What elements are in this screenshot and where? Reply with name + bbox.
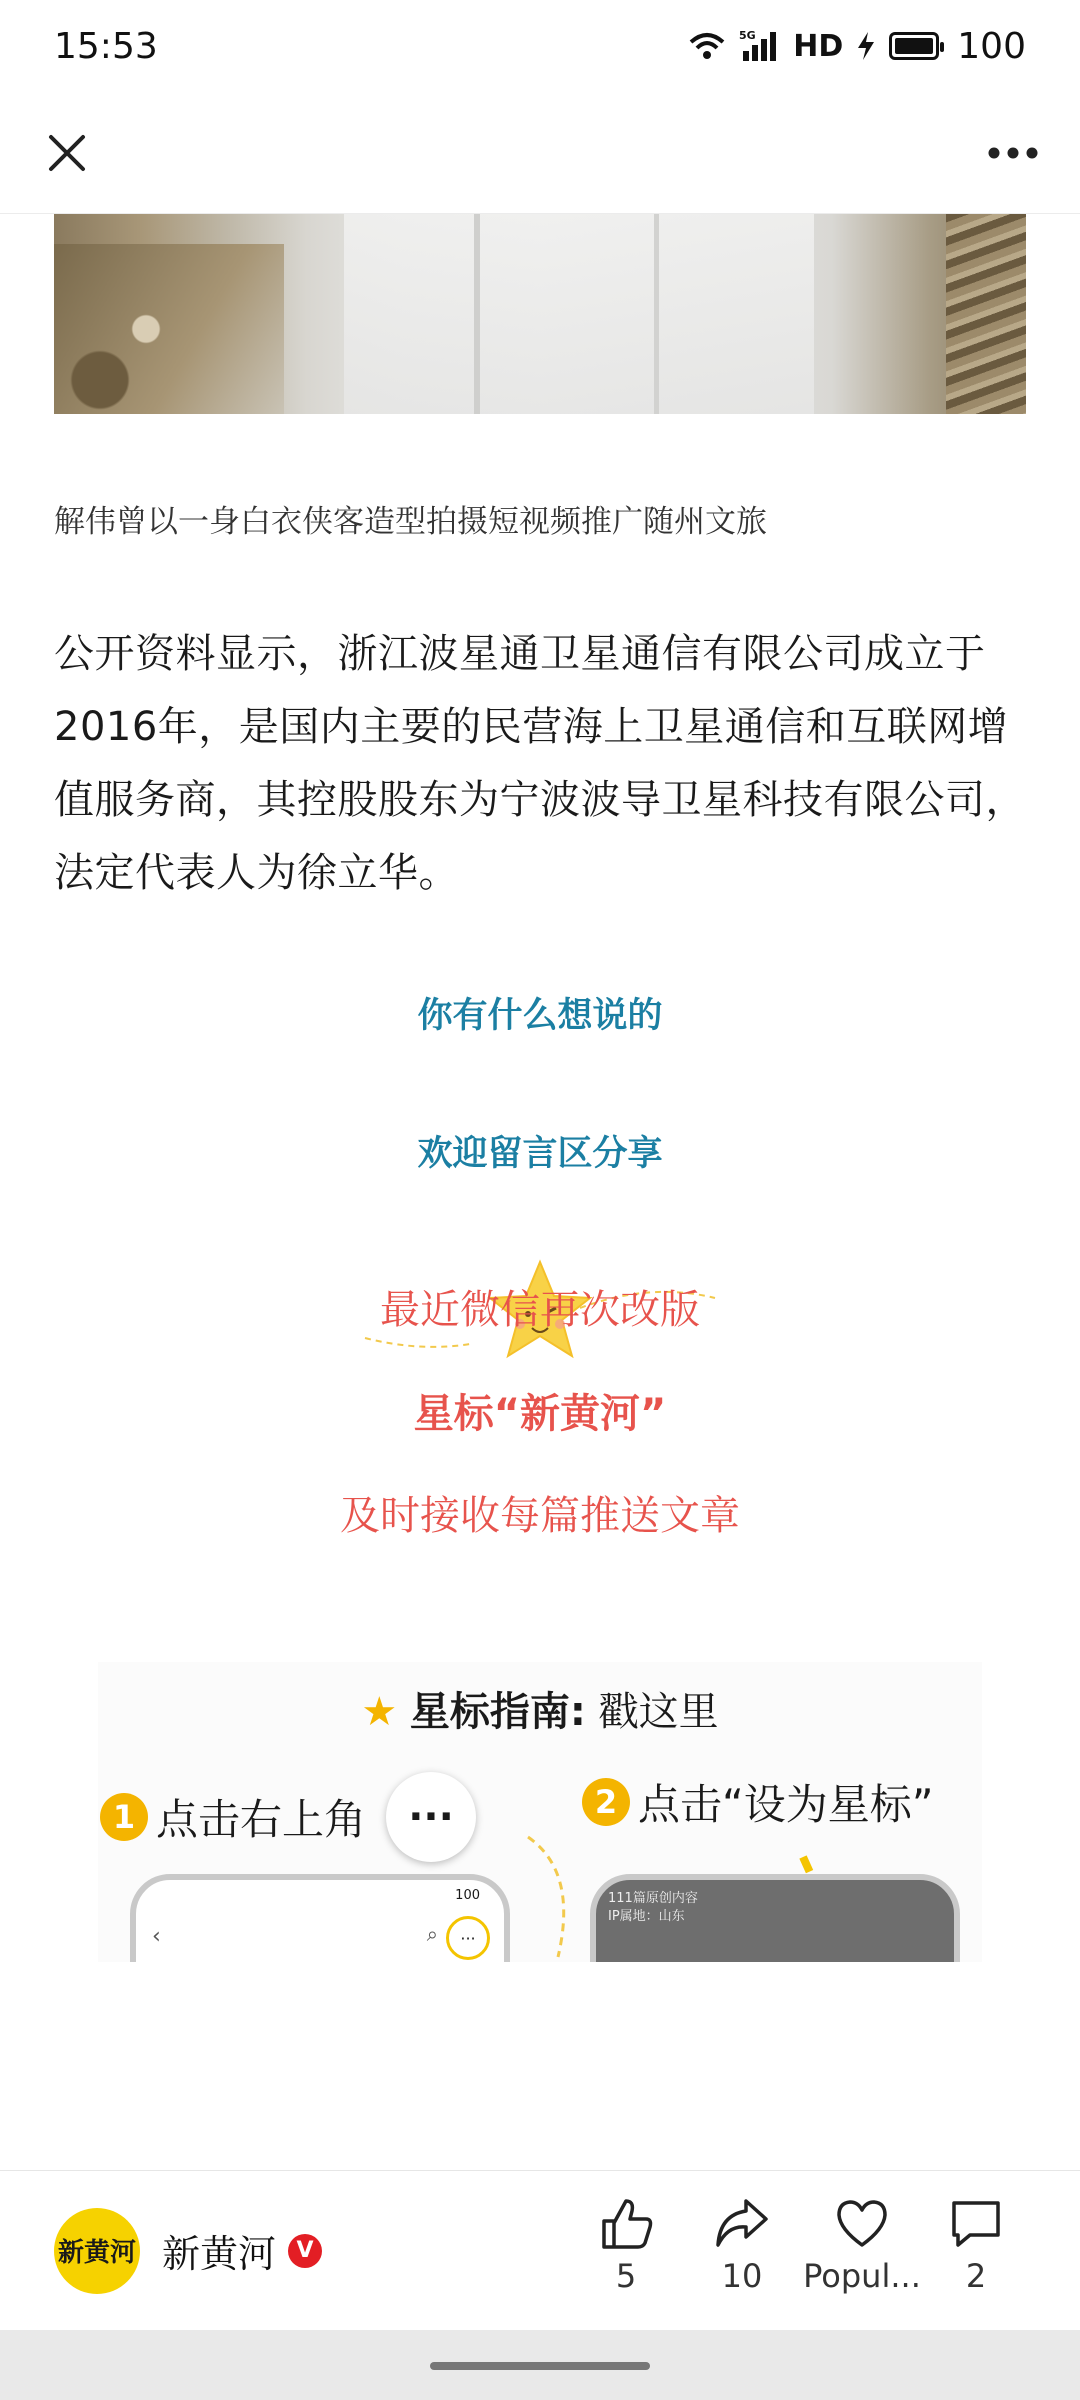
avatar-text: 新黄河 (57, 2238, 136, 2268)
signal-icon (739, 29, 781, 63)
battery-icon (889, 32, 939, 60)
popular-button[interactable] (802, 2197, 922, 2295)
article-photo (54, 214, 1026, 414)
comment-prompt-1: 你有什么想说的 (417, 996, 663, 1036)
account-avatar[interactable] (54, 2208, 140, 2294)
wifi-icon (687, 30, 727, 62)
guide-arrow-icon (518, 1832, 598, 1962)
account-name[interactable]: 新黄河 (162, 2232, 277, 2276)
comment-icon (948, 2197, 1004, 2251)
phone-back-icon: ‹ (152, 1924, 161, 1949)
step-2-number: 2 (582, 1778, 630, 1826)
notice-line-3: 及时接收每篇推送文章 (340, 1493, 740, 1539)
phone-mockup-1 (130, 1874, 510, 1962)
gesture-area (0, 2330, 1080, 2400)
like-button[interactable] (566, 2197, 686, 2295)
close-icon (45, 131, 89, 175)
status-icons (687, 26, 1026, 67)
guide-star-icon: ★ (361, 1689, 398, 1735)
guide-title-rest: 戳这里 (585, 1689, 719, 1735)
bottom-action-bar (0, 2170, 1080, 2330)
star-guide-image (98, 1662, 982, 1962)
close-button[interactable] (32, 118, 102, 188)
guide-step-1 (100, 1772, 476, 1862)
step-1-number: 1 (100, 1793, 148, 1841)
action-buttons (560, 2171, 1080, 2331)
phone-mockup-2 (590, 1874, 960, 1962)
step-1-text: 点击右上角 (156, 1795, 367, 1844)
more-button[interactable] (978, 118, 1048, 188)
notice-line-1: 最近微信再次改版 (380, 1287, 700, 1333)
phone-line-2: IP属地：山东 (608, 1909, 685, 1924)
share-count: 10 (721, 2257, 763, 2295)
comment-count: 2 (965, 2257, 987, 2295)
article-paragraph: 公开资料显示，浙江波星通卫星通信有限公司成立于2016年，是国内主要的民营海上卫星通信和互联网增值服务商，其控股股东为宁波波导卫星科技有限公司，法定代表人为徐立华。 (54, 631, 1026, 896)
popular-label: Popul... (803, 2257, 921, 2295)
guide-title (98, 1680, 982, 1737)
status-time: 15:53 (54, 25, 158, 67)
phone-status-battery: 100 (455, 1888, 480, 1903)
more-icon (987, 146, 1039, 160)
phone-line-1: 111篇原创内容 (608, 1891, 698, 1906)
comment-prompt-2: 欢迎留言区分享 (417, 1134, 663, 1174)
guide-title-bold: 星标指南: (409, 1689, 586, 1735)
status-bar (0, 0, 1080, 92)
phone-search-icon: ⌕ (426, 1922, 438, 1946)
phone-more-icon: ··· (446, 1916, 490, 1960)
notice-line-2: 星标“新黄河” (413, 1391, 667, 1437)
battery-level: 100 (957, 25, 1026, 67)
step-2-text: 点击“设为星标” (638, 1780, 934, 1829)
like-count: 5 (615, 2257, 637, 2295)
comment-button[interactable] (916, 2197, 1036, 2295)
guide-step-2 (582, 1772, 934, 1832)
share-icon (714, 2197, 770, 2251)
hd-indicator: HD (793, 28, 844, 64)
heart-icon (834, 2197, 890, 2251)
charging-icon (855, 30, 877, 62)
more-dots-icon: ··· (386, 1772, 476, 1862)
svg-text:5G: 5G (739, 29, 756, 42)
top-nav (0, 92, 1080, 214)
verified-badge-icon: V (288, 2234, 322, 2268)
photo-caption: 解伟曾以一身白衣侠客造型拍摄短视频推广随州文旅 (54, 504, 767, 540)
thumbs-up-icon (598, 2197, 654, 2251)
share-button[interactable] (682, 2197, 802, 2295)
home-indicator[interactable] (430, 2362, 650, 2370)
